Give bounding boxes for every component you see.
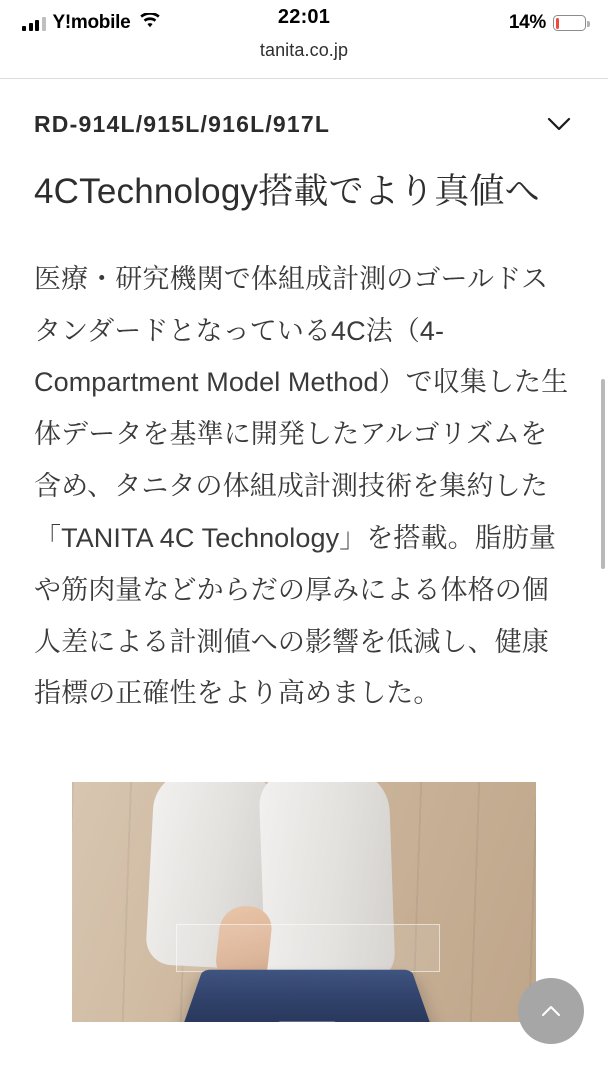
status-bar <box>0 0 608 40</box>
status-bar-left <box>22 12 161 34</box>
clock: 22:01 <box>277 6 331 28</box>
battery-low-icon <box>553 15 586 31</box>
back-to-top-button[interactable] <box>518 978 584 1044</box>
cellular-signal-icon <box>22 16 46 31</box>
status-bar-right <box>509 12 586 34</box>
page-content <box>0 79 608 1080</box>
battery-percent-label: 14% <box>508 12 546 33</box>
battery-fill <box>556 18 560 29</box>
body-paragraph: 医療・研究機関で体組成計測のゴールドスタンダードとなっている4C法（4-Compartment Model Method）で収集した生体データを基準に開発したアルゴリズムを含め、タニタの体組成計測技術を集約した「TANITA 4C Technology」を搭載。脂肪量や筋肉量などからだの厚みによる体格の個人差による計測値への影響を低減し、健康指標の正確性をより高めました。 <box>34 263 569 709</box>
chevron-down-icon[interactable] <box>544 109 574 139</box>
chevron-up-icon <box>537 997 565 1025</box>
browser-url-bar[interactable] <box>0 40 608 79</box>
url-label[interactable]: tanita.co.jp <box>259 40 349 60</box>
photo-glass-panel <box>176 924 440 972</box>
model-accordion-header[interactable] <box>0 79 608 161</box>
photo-scale-device <box>179 970 435 1022</box>
scrollbar[interactable] <box>601 379 605 569</box>
carrier-label: Y!mobile <box>52 12 131 33</box>
page-title: 4CTechnology搭載でより真値へ <box>34 172 540 211</box>
model-title: RD-914L/915L/916L/917L <box>34 110 331 137</box>
wifi-icon <box>139 13 161 34</box>
photo-background <box>72 782 536 1022</box>
person-standing-on-body-composition-scale-photo <box>72 782 536 1022</box>
